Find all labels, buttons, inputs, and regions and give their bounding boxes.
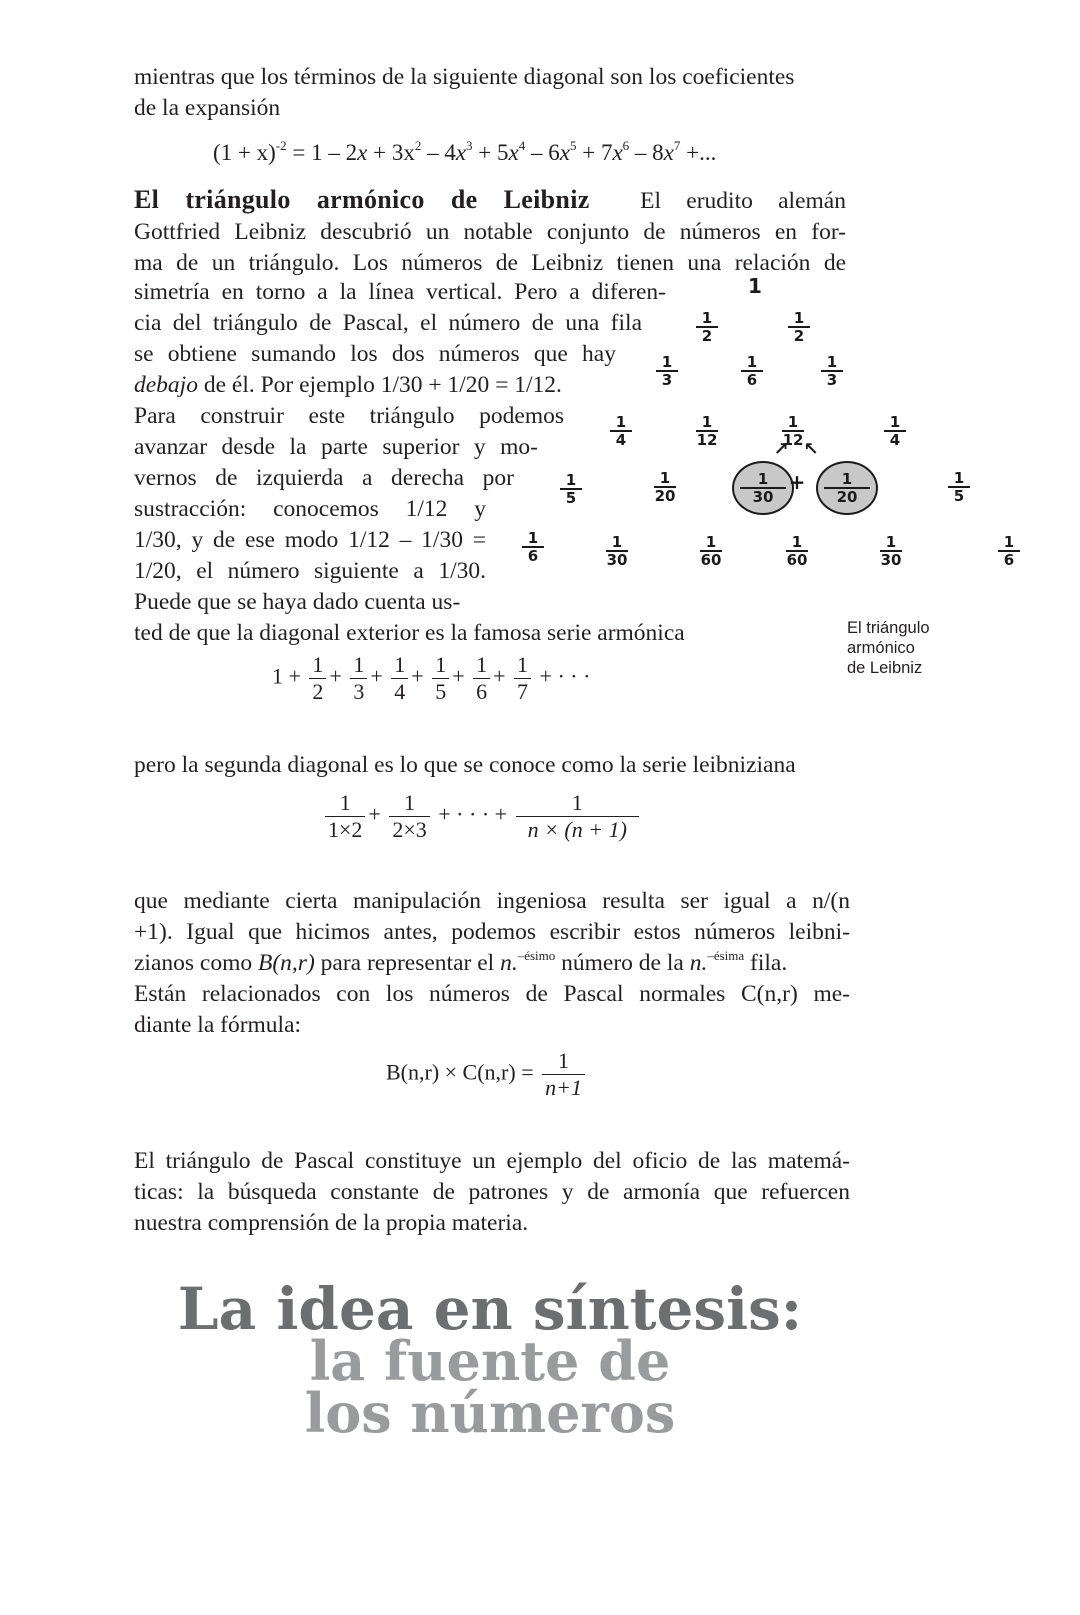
highlighted-cell-1-20: 1 20 bbox=[816, 461, 878, 515]
triangle-cell: 1 5 bbox=[942, 471, 976, 503]
section-line: Gottfried Leibniz descubrió un notable conjunto de números en for- bbox=[134, 219, 846, 245]
section-line: ma de un triángulo. Los números de Leibniz tienen una relación de bbox=[134, 250, 846, 276]
section-line-debajo: debajo de él. Por ejemplo 1/30 + 1/20 = 1/12. bbox=[134, 372, 562, 398]
paragraph-line: nuestra comprensión de la propia materia. bbox=[134, 1210, 529, 1236]
section-line: ted de que la diagonal exterior es la famosa serie armónica bbox=[134, 620, 685, 646]
triangle-cell: 1 bbox=[748, 274, 762, 298]
section-title: El triángulo armónico de Leibniz bbox=[134, 185, 590, 214]
intro-text: pero la segunda diagonal es lo que se conoce como la serie leibniziana bbox=[134, 752, 796, 778]
synthesis-heading-line-1: La idea en síntesis: bbox=[177, 1275, 803, 1343]
section-line: simetría en torno a la línea vertical. Pero a diferen- bbox=[134, 279, 666, 305]
fraction: $\frac{1}{n \times (n + 1)}$ bbox=[516, 790, 639, 843]
triangle-cell: 1 30 bbox=[606, 533, 628, 569]
paragraph-line: que mediante cierta manipulación ingeniosa resulta ser igual a n/(n bbox=[134, 888, 850, 914]
paragraph-line: diante la fórmula: bbox=[134, 1012, 302, 1038]
triangle-cell: 1 30 bbox=[880, 533, 902, 569]
section-line: sustracción: conocemos 1/12 y bbox=[134, 496, 486, 522]
section-line: Para construir este triángulo podemos bbox=[134, 403, 564, 429]
triangle-cell: 1 2 bbox=[782, 311, 816, 343]
intro-line-1: mientras que los términos de la siguiente diagonal son los coeficientes bbox=[134, 64, 795, 90]
synthesis-heading-line-2: la fuente de bbox=[309, 1329, 671, 1393]
section-line: 1/20, el número siguiente a 1/30. bbox=[134, 558, 486, 584]
triangle-cell: 1 20 bbox=[654, 469, 676, 505]
section-leibniz bbox=[134, 184, 846, 279]
triangle-cell: 1 12 bbox=[696, 413, 718, 449]
bc-formula bbox=[386, 1048, 588, 1101]
fraction: $\frac{1}{2\times 3}$ bbox=[389, 790, 429, 843]
triangle-cell: 1 6 bbox=[992, 535, 1026, 567]
series-middle: + · · · + bbox=[438, 801, 508, 827]
section-line: Puede que se haya dado cuenta us- bbox=[134, 589, 461, 615]
caption-line: El triángulo bbox=[847, 619, 930, 637]
fraction: $\frac{1}{3}$ bbox=[350, 652, 367, 705]
triangle-cell: 1 12 bbox=[782, 413, 804, 449]
arrow-up-left-icon: ↖ bbox=[803, 439, 819, 460]
fraction: $\frac{1}{5}$ bbox=[432, 652, 449, 705]
fraction: $\frac{1}{2}$ bbox=[309, 652, 326, 705]
italic-word: debajo bbox=[134, 372, 198, 398]
triangle-cell: 1 4 bbox=[604, 415, 638, 447]
paragraph-leibniz-numbers bbox=[134, 886, 850, 1041]
formula-lhs: (1 + x) bbox=[213, 140, 276, 165]
triangle-cell: 1 4 bbox=[878, 415, 912, 447]
intro-line-2: de la expansión bbox=[134, 95, 281, 121]
caption-line: de Leibniz bbox=[847, 659, 923, 677]
fraction: $\frac{1}{1\times 2}$ bbox=[325, 790, 365, 843]
section-line: vernos de izquierda a derecha por bbox=[134, 465, 514, 491]
fraction: $\frac{1}{4}$ bbox=[391, 652, 408, 705]
paragraph-line: +1). Igual que hicimos antes, podemos escribir estos números leibni- bbox=[134, 919, 850, 945]
expansion-formula bbox=[213, 140, 716, 166]
series-lead: 1 + bbox=[272, 663, 301, 689]
highlighted-cell-1-30: 1 30 bbox=[732, 461, 794, 515]
leibniz-series-formula: $\frac{1}{1\times 2}$ + $\frac{1}{2\times 3}$ + · · · + $\frac{1}{n \times (n + 1)}$ bbox=[322, 790, 642, 843]
section-line: cia del triángulo de Pascal, el número de una fila bbox=[134, 310, 642, 336]
paragraph-line: zianos como B(n,r) para representar el n.$^{-ésimo}$ número de la n.$^{-ésima}$ fila. bbox=[134, 948, 788, 976]
paragraph-line: ticas: la búsqueda constante de patrones y de armonía que refuercen bbox=[134, 1179, 850, 1205]
leibniz-triangle-diagram bbox=[510, 275, 1050, 585]
fraction: $\frac{1}{7}$ bbox=[514, 652, 531, 705]
triangle-cell: 1 60 bbox=[786, 533, 808, 569]
paragraph-line: El triángulo de Pascal constituye un ejemplo del oficio de las matemá- bbox=[134, 1148, 850, 1174]
formula-lhs-exponent: -2 bbox=[275, 138, 287, 153]
fraction: $\frac{1}{n+1}$ bbox=[542, 1048, 585, 1101]
intro-paragraph bbox=[134, 62, 850, 124]
harmonic-series-formula: 1 + $\frac{1}{2}$ + $\frac{1}{3}$ + $\frac{1}{4}$ + $\frac{1}{5}$ + $\frac{1}{6}$ + $\frac{1}{7}$ + · · · bbox=[272, 652, 591, 704]
bc-lhs: B(n,r) × C(n,r) = bbox=[386, 1059, 534, 1085]
triangle-cell: 1 3 bbox=[815, 355, 849, 387]
formula-rhs: = $1 - 2x + 3x^2 - 4x^3 + 5x^4 - 6x^5 + 7x^6 - 8x^7$ +... bbox=[292, 138, 717, 165]
section-first-line bbox=[134, 184, 846, 217]
series-tail: + · · · bbox=[539, 663, 591, 689]
section-line: se obtiene sumando los dos números que hay bbox=[134, 341, 616, 367]
paragraph-line: Están relacionados con los números de Pascal normales C(n,r) me- bbox=[134, 981, 850, 1007]
plus-sign: + bbox=[788, 470, 806, 494]
fraction: $\frac{1}{6}$ bbox=[473, 652, 490, 705]
triangle-cell: 1 2 bbox=[690, 311, 724, 343]
triangle-cell: 1 60 bbox=[700, 533, 722, 569]
closing-paragraph bbox=[134, 1146, 850, 1239]
section-line: 1/30, y de ese modo 1/12 – 1/30 = bbox=[134, 527, 486, 553]
triangle-cell: 1 6 bbox=[516, 531, 550, 563]
leibniz-series-intro bbox=[134, 750, 796, 781]
caption-line: armónico bbox=[847, 639, 915, 657]
section-line: avanzar desde la parte superior y mo- bbox=[134, 434, 538, 460]
triangle-cell: 1 3 bbox=[650, 355, 684, 387]
section-first-line-rest: El erudito alemán bbox=[640, 188, 846, 214]
figure-caption bbox=[847, 618, 930, 678]
triangle-cell: 1 6 bbox=[735, 355, 769, 387]
triangle-cell: 1 5 bbox=[554, 473, 588, 505]
synthesis-heading-line-3: los números bbox=[304, 1381, 676, 1445]
arrow-up-right-icon: ↗ bbox=[773, 439, 789, 460]
